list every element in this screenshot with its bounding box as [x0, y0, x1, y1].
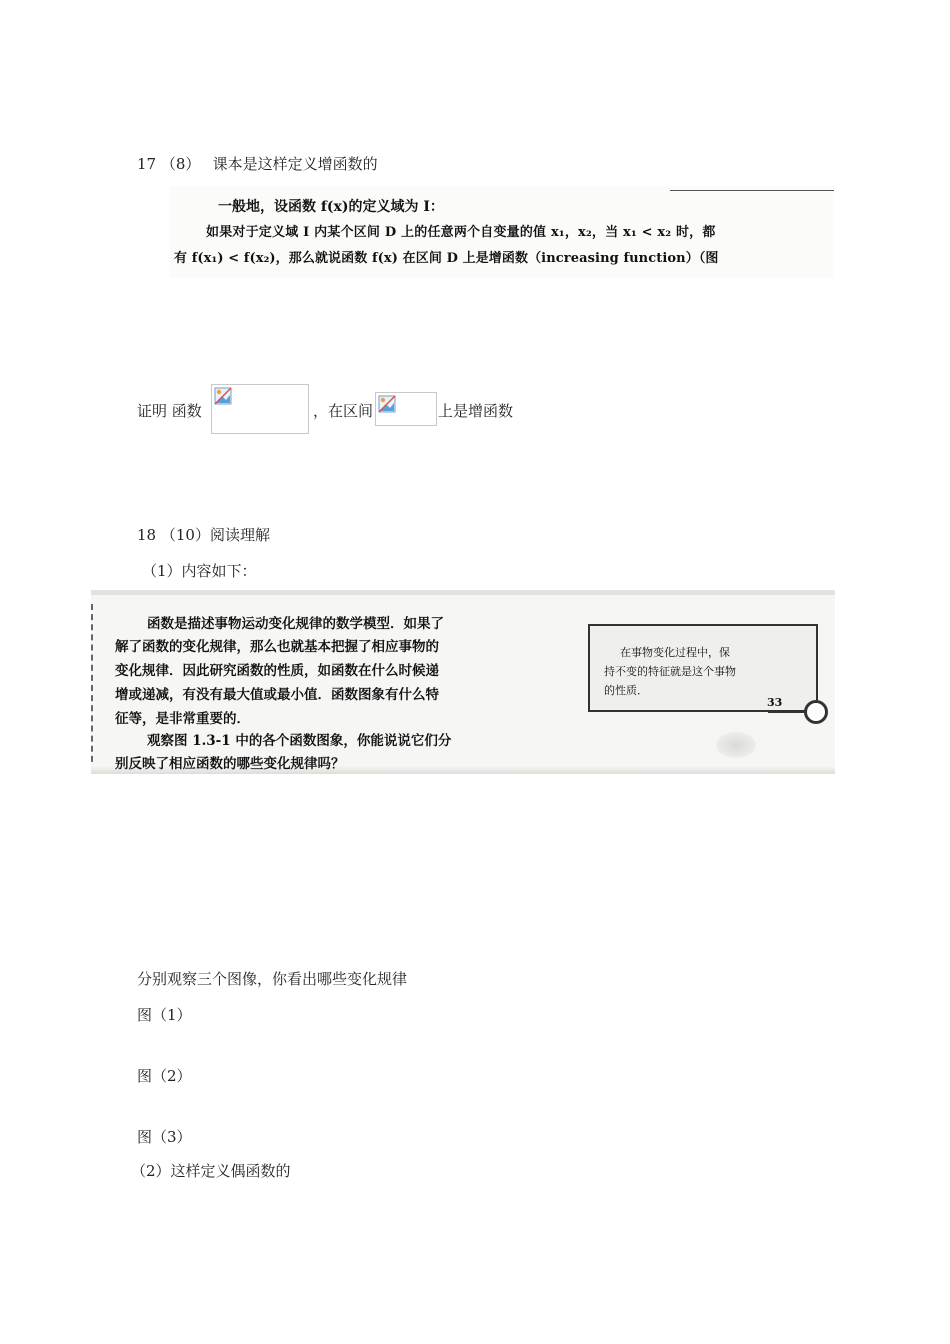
- function-formula-image: [211, 384, 309, 434]
- observe-instruction: 分别观察三个图像，你看出哪些变化规律: [137, 970, 408, 988]
- interval-formula-image: [375, 392, 437, 426]
- q17-textbook-scan: [170, 186, 834, 278]
- page-number: 33: [767, 696, 783, 709]
- page-number-line: [768, 711, 808, 713]
- scan-para-line-6: 观察图 1.3-1 中的各个函数图象，你能说说它们分: [147, 733, 452, 749]
- figure-3-label: 图（3）: [137, 1128, 192, 1146]
- q17-proof-middle: ，在区间: [313, 402, 374, 420]
- scan-margin-dashes: [91, 604, 97, 772]
- page-circle-icon: [804, 700, 828, 724]
- scan-top-edge: [91, 590, 835, 595]
- q18-part2-label: （2）这样定义偶函数的: [131, 1162, 291, 1180]
- q17-proof-suffix: 上是增函数: [438, 402, 514, 420]
- q17-heading: 17 （8） 课本是这样定义增函数的: [137, 155, 378, 173]
- q17-proof-prefix: 证明 函数: [137, 402, 202, 420]
- scan-para-line-1: 函数是描述事物运动变化规律的数学模型．如果了: [147, 616, 444, 632]
- q18-part1-label: （1）内容如下：: [142, 562, 257, 580]
- scan-para-line-5: 征等，是非常重要的．: [115, 711, 250, 727]
- broken-image-icon: [214, 387, 232, 409]
- side-note-line-2: 持不变的特征就是这个事物: [604, 665, 736, 678]
- scan-para-line-2: 解了函数的变化规律，那么也就基本把握了相应事物的: [115, 639, 439, 655]
- scan-line-1: 一般地，设函数 f(x)的定义域为 I：: [218, 199, 444, 215]
- scan-line-2: 如果对于定义域 I 内某个区间 D 上的任意两个自变量的值 x₁，x₂，当 x₁ < x₂ 时，都: [206, 225, 716, 240]
- broken-image-icon: [378, 395, 396, 417]
- scan-rule-line: [670, 190, 834, 191]
- figure-2-label: 图（2）: [137, 1067, 192, 1085]
- scan-line-3: 有 f(x₁) < f(x₂)，那么就说函数 f(x) 在区间 D 上是增函数（increasing function）（图: [174, 251, 719, 266]
- side-note-line-3: 的性质．: [604, 684, 648, 697]
- q18-heading: 18 （10）阅读理解: [137, 526, 270, 544]
- side-note-box: [588, 624, 818, 712]
- scan-para-line-3: 变化规律．因此研究函数的性质，如函数在什么时候递: [115, 663, 439, 679]
- q18-textbook-scan: [91, 590, 835, 774]
- figure-1-label: 图（1）: [137, 1006, 192, 1024]
- side-note-line-1: 在事物变化过程中，保: [620, 646, 730, 659]
- scan-para-line-7: 别反映了相应函数的哪些变化规律吗？: [115, 756, 345, 772]
- faint-doodle: [716, 732, 756, 758]
- scan-para-line-4: 增或递减，有没有最大值或最小值．函数图象有什么特: [115, 687, 439, 703]
